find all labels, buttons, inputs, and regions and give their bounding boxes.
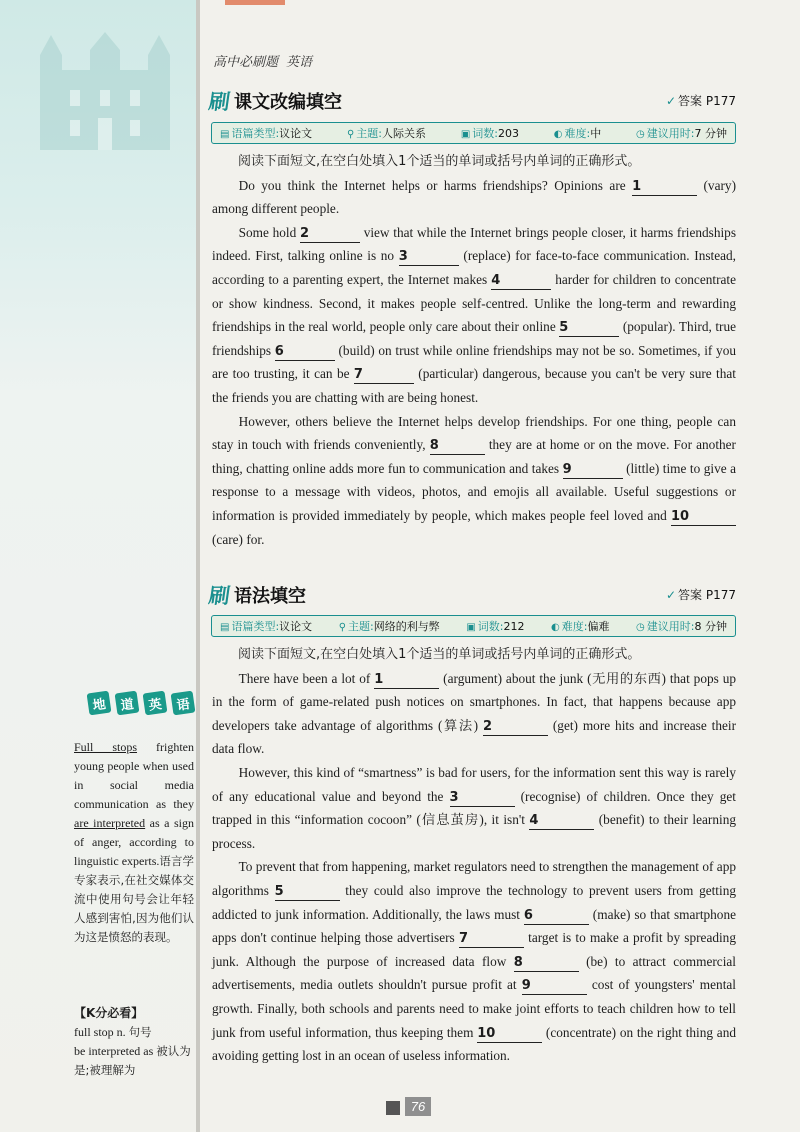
text-type: ▤ 语篇类型:议论文 [220, 620, 313, 633]
section2-instruction: 阅读下面短文,在空白处填入1个适当的单词或括号内单词的正确形式。 [238, 647, 641, 662]
paragraph: However, this kind of “smartness” is bad for users, for the information sent this way is rarely of any educational value and beyond the 3 (recognise) of children. Once they get trapped in this “information cocoon” (信息茧房), it isn't 4 (benefit) to their learning process. [212, 764, 736, 851]
blank-9[interactable]: 9 [522, 978, 587, 995]
blank-7[interactable]: 7 [459, 931, 524, 948]
blank-10[interactable]: 10 [477, 1026, 542, 1043]
badge: 道 [115, 691, 140, 716]
vocab-note: Full stops frighten young people when used in social media communication as they are interpreted as a sign of anger, according to linguistic experts.语言学专家表示,在社交媒体交流中使用句号会让年轻人感到害怕,因为他们认为这是愤怒的表现。 [74, 740, 195, 944]
topic: ⚲ 主题:人际关系 [346, 127, 427, 140]
blank-4[interactable]: 4 [491, 273, 551, 290]
search-icon: ⚲ [346, 129, 355, 140]
paragraph: There have been a lot of 1 (argument) about the junk (无用的东西) that pops up in the form of game-related push notices on smartphones. In fact, that happens because app developers take advantage of algorithms (算法) 2 (get) more hits and increase their data flow. [212, 670, 737, 757]
key-points-title: 【K分必看】 [74, 1006, 144, 1020]
section1-meta-bar [211, 122, 736, 144]
castle-illustration [20, 30, 190, 150]
running-head [213, 51, 312, 70]
page-number-text: 76 [405, 1097, 431, 1116]
blank-4[interactable]: 4 [529, 813, 594, 830]
left-sidebar [0, 0, 200, 1132]
blank-3[interactable]: 3 [450, 790, 515, 807]
subject: 英语 [286, 55, 313, 70]
vocab-translation: 语言学专家表示,在社交媒体交流中使用句号会让年轻人感到害怕,因为他们认为这是愤怒的表现。 [74, 854, 195, 944]
blank-2[interactable]: 2 [483, 719, 548, 736]
page-number [398, 1093, 438, 1119]
section1-title-text: 课文改编填空 [234, 92, 342, 113]
difficulty: ◐ 难度:中 [553, 127, 602, 140]
badge: 地 [87, 691, 112, 716]
blank-8[interactable]: 8 [514, 955, 579, 972]
badge: 英 [143, 691, 168, 716]
document-icon: ▤ [220, 622, 230, 633]
blank-5[interactable]: 5 [275, 884, 340, 901]
document-icon: ▤ [220, 129, 230, 140]
check-icon: ✓ [665, 588, 677, 602]
section2-title-text: 语法填空 [234, 586, 306, 607]
badge: 语 [171, 691, 196, 716]
section2-answer[interactable] [666, 586, 736, 603]
blank-10[interactable]: 10 [671, 509, 736, 526]
blank-1[interactable]: 1 [374, 672, 439, 689]
key-points [74, 1004, 194, 1080]
paragraph: Some hold 2 view that while the Internet brings people closer, it harms friendships indeed. First, talking online is no 3 (replace) for face-to-face communication. Instead, according to a parenting expert, the Internet makes 4 harder for children to concentrate or show kindness. Second, it makes people self-centred. Unlike the long-term and rewarding friendships in the real world, people only care about their online 5 (popular). Third, true friendships 6 (build) on trust while online friendships may not be so. Sometimes, if you are too trusting, it can be 7 (particular) dangerous, because you can't be very sure that the friends you are chatting with are being honest. [212, 224, 737, 405]
blank-6[interactable]: 6 [275, 344, 335, 361]
underlined-phrase: are interpreted [74, 816, 146, 830]
section2-title [209, 580, 306, 610]
underlined-phrase: Full stops [74, 740, 138, 754]
topic: ⚲ 主题:网络的利与弊 [338, 620, 440, 633]
clock-icon: ◷ [636, 622, 645, 633]
blank-1[interactable]: 1 [632, 179, 697, 196]
difficulty: ◐ 难度:偏难 [551, 620, 610, 633]
page-spine [196, 0, 200, 1132]
word-count: ▣ 词数:212 [466, 620, 525, 633]
shua-icon: 刷 [207, 90, 232, 114]
top-tab [225, 0, 285, 5]
text-type: ▤ 语篇类型:议论文 [220, 127, 313, 140]
blank-6[interactable]: 6 [524, 908, 589, 925]
shua-icon: 刷 [207, 584, 232, 608]
blank-7[interactable]: 7 [354, 367, 414, 384]
book-icon: ▣ [460, 129, 471, 140]
book-icon: ▣ [466, 622, 476, 633]
paragraph: However, others believe the Internet helps develop friendships. For one thing, people can stay in touch with friends conveniently, 8 they are at home or on the move. For another thing, chatting online adds more fun to communication and takes 9 (little) time to give a response to a message with videos, photos, and emojis all available. Useful suggestions or information is provided immediately by people, which makes people feel loved and 10 (care) for. [212, 413, 737, 547]
key-point: full stop n. 句号 [74, 1025, 152, 1039]
blank-5[interactable]: 5 [559, 320, 619, 337]
section2-meta-bar [211, 615, 736, 637]
page-number-block [386, 1101, 400, 1115]
section1-title [209, 86, 342, 116]
key-point: be interpreted as 被认为是;被理解为 [74, 1044, 191, 1077]
blank-3[interactable]: 3 [399, 249, 459, 266]
search-icon: ⚲ [338, 622, 347, 633]
section2-passage [212, 643, 736, 1068]
suggested-time: ◷ 建议用时:8 分钟 [636, 620, 727, 633]
paragraph: To prevent that from happening, market regulators need to strengthen the management of app algorithms 5 they could also improve the technology to prevent users from getting addicted to junk information. Additionally, the laws must 6 (make) so that smartphone apps don't continue helping those advertisers 7 target is to make a profit by spreading junk. Although the purpose of increased data flow 8 (be) to attract commercial advertisements, media outlets shouldn't pursue profit at 9 cost of youngsters' mental growth. Finally, both schools and parents need to make joint efforts to teach children how to tell junk from useful information, thus keeping them 10 (concentrate) on the right thing and avoiding getting lost in an ocean of useless information. [212, 859, 737, 1064]
suggested-time: ◷ 建议用时:7 分钟 [636, 127, 727, 140]
section1-answer[interactable] [666, 92, 736, 109]
section1-passage [212, 150, 736, 551]
clock-icon: ◷ [636, 129, 645, 140]
difficulty-icon: ◐ [553, 129, 563, 140]
blank-2[interactable]: 2 [300, 226, 360, 243]
difficulty-icon: ◐ [551, 622, 560, 633]
authentic-english-badges [88, 692, 194, 714]
book-title: 高中必刷题 [213, 55, 279, 70]
section1-answer-text: 答案 P177 [678, 94, 736, 108]
section2-answer-text: 答案 P177 [678, 588, 736, 602]
blank-8[interactable]: 8 [430, 438, 485, 455]
section1-instruction: 阅读下面短文,在空白处填入1个适当的单词或括号内单词的正确形式。 [238, 154, 641, 169]
paragraph: Do you think the Internet helps or harms friendships? Opinions are 1 (vary) among different people. [212, 177, 736, 217]
blank-9[interactable]: 9 [563, 462, 623, 479]
check-icon: ✓ [665, 94, 677, 108]
word-count: ▣ 词数:203 [460, 127, 519, 140]
